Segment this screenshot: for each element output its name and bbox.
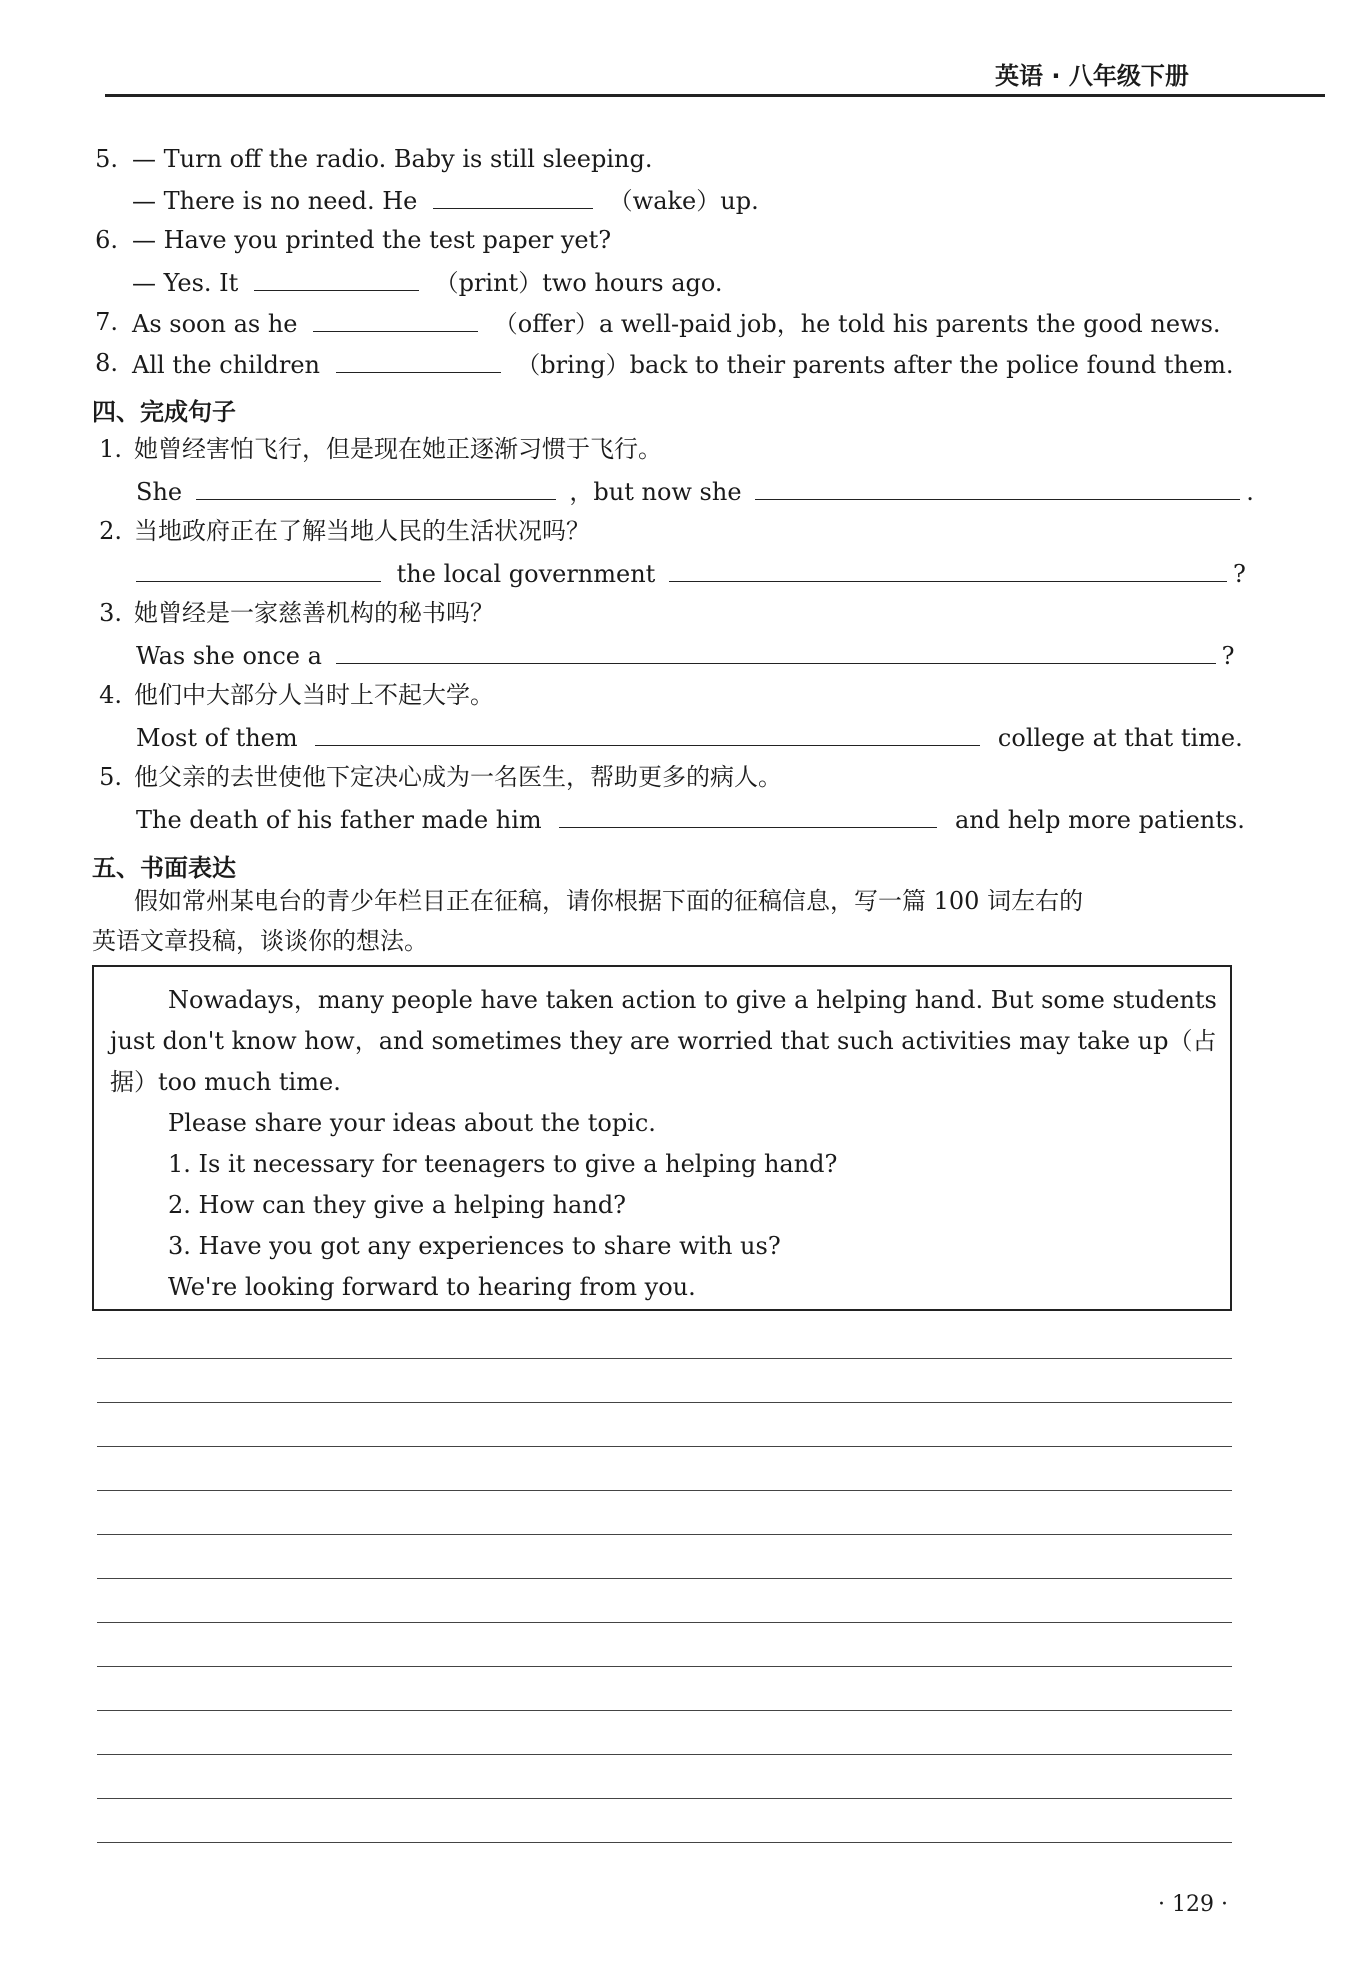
item-number: 5. — [99, 763, 122, 791]
answer-blank[interactable] — [315, 719, 980, 746]
header-title: 英语 · 八年级下册 — [995, 62, 1189, 90]
prompt-question: 1. Is it necessary for teenagers to give a helping hand? — [168, 1150, 838, 1178]
header-rule — [105, 94, 1325, 97]
sentence-english — [136, 801, 1245, 837]
sentence-english — [136, 637, 1234, 673]
answer-blank[interactable] — [196, 473, 556, 500]
english-text: Was she once a — [136, 642, 322, 670]
exercise-text: （wake）up. — [608, 187, 759, 215]
writing-intro-line1: 假如常州某电台的青少年栏目正在征稿，请你根据下面的征稿信息，写一篇 100 词左右的 — [134, 887, 1084, 915]
prompt-question: 2. How can they give a helping hand? — [168, 1191, 627, 1219]
prompt-question: 3. Have you got any experiences to share with us? — [168, 1232, 781, 1260]
item-number: 3. — [99, 599, 122, 627]
item-number: 4. — [99, 681, 122, 709]
answer-blank[interactable] — [313, 305, 478, 332]
exercise-line — [132, 264, 723, 300]
sentence-end: . — [1246, 478, 1254, 506]
prompt-line: We're looking forward to hearing from you. — [168, 1273, 696, 1301]
writing-line[interactable] — [97, 1798, 1232, 1799]
sentence-english — [136, 473, 1254, 509]
page-number: · 129 · — [1158, 1892, 1228, 1917]
english-text: college at that time. — [997, 724, 1243, 752]
chinese-prompt: 当地政府正在了解当地人民的生活状况吗？ — [134, 517, 590, 545]
exercise-text: — Have you printed the test paper yet? — [132, 226, 612, 254]
prompt-line: Please share your ideas about the topic. — [168, 1109, 656, 1137]
exercise-number: 5. — [95, 145, 118, 173]
writing-line[interactable] — [97, 1622, 1232, 1623]
section-four-title: 四、完成句子 — [92, 398, 236, 426]
answer-blank[interactable] — [254, 264, 419, 291]
writing-line[interactable] — [97, 1754, 1232, 1755]
exercise-text: All the children — [132, 351, 320, 379]
answer-blank[interactable] — [669, 555, 1227, 582]
sentence-end: ? — [1232, 560, 1246, 588]
writing-prompt-box — [92, 965, 1232, 1311]
english-text: Most of them — [136, 724, 298, 752]
writing-line[interactable] — [97, 1710, 1232, 1711]
item-number: 1. — [99, 435, 122, 463]
exercise-text: — There is no need. He — [132, 187, 418, 215]
writing-line[interactable] — [97, 1402, 1232, 1403]
exercise-number: 8. — [95, 349, 118, 377]
answer-blank[interactable] — [136, 555, 381, 582]
chinese-prompt: 她曾经是一家慈善机构的秘书吗？ — [134, 599, 494, 627]
chinese-prompt: 她曾经害怕飞行，但是现在她正逐渐习惯于飞行。 — [134, 435, 662, 463]
sentence-english — [136, 719, 1243, 755]
section-five-title: 五、书面表达 — [92, 854, 236, 882]
writing-line[interactable] — [97, 1578, 1232, 1579]
english-text: the local government — [396, 560, 656, 588]
writing-line[interactable] — [97, 1666, 1232, 1667]
writing-line[interactable] — [97, 1358, 1232, 1359]
exercise-line — [132, 182, 759, 218]
english-text: She — [136, 478, 183, 506]
exercise-text: （offer）a well-paid job，he told his parents the good news. — [493, 310, 1221, 338]
answer-blank[interactable] — [559, 801, 937, 828]
answer-blank[interactable] — [336, 637, 1216, 664]
sentence-english — [136, 555, 1246, 591]
writing-line[interactable] — [97, 1490, 1232, 1491]
prompt-line: just don't know how，and sometimes they are worried that such activities may take up（占 — [110, 1027, 1217, 1055]
exercise-number: 6. — [95, 226, 118, 254]
english-text: ，but now she — [569, 478, 742, 506]
exercise-text: As soon as he — [132, 310, 298, 338]
writing-line[interactable] — [97, 1534, 1232, 1535]
answer-blank[interactable] — [433, 182, 593, 209]
english-text: and help more patients. — [954, 806, 1245, 834]
item-number: 2. — [99, 517, 122, 545]
writing-intro-line2: 英语文章投稿，谈谈你的想法。 — [92, 927, 428, 955]
prompt-line: 据）too much time. — [110, 1068, 341, 1096]
chinese-prompt: 他父亲的去世使他下定决心成为一名医生，帮助更多的病人。 — [134, 763, 782, 791]
answer-blank[interactable] — [336, 346, 501, 373]
prompt-line: Nowadays，many people have taken action to give a helping hand. But some students — [168, 986, 1217, 1014]
english-text: The death of his father made him — [136, 806, 542, 834]
exercise-text: — Turn off the radio. Baby is still sleeping. — [132, 145, 653, 173]
exercise-text: （bring）back to their parents after the police found them. — [516, 351, 1234, 379]
answer-blank[interactable] — [755, 473, 1240, 500]
exercise-text: — Yes. It — [132, 269, 239, 297]
exercise-number: 7. — [95, 308, 118, 336]
chinese-prompt: 他们中大部分人当时上不起大学。 — [134, 681, 494, 709]
sentence-end: ? — [1221, 642, 1235, 670]
writing-line[interactable] — [97, 1446, 1232, 1447]
exercise-text: （print）two hours ago. — [434, 269, 723, 297]
writing-line[interactable] — [97, 1842, 1232, 1843]
